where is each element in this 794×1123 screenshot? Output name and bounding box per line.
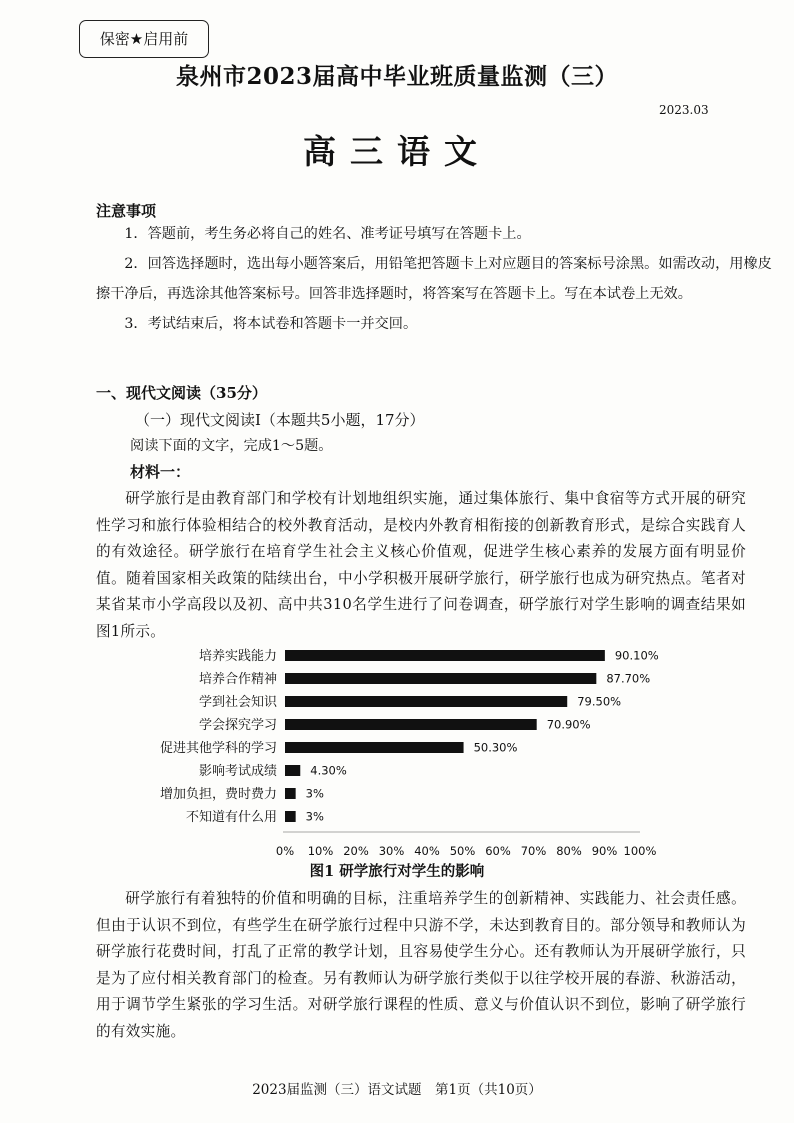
bar: [285, 719, 537, 730]
confidential-stamp: 保密★启用前: [79, 20, 209, 58]
bar: [285, 696, 567, 707]
data-label: 4.30%: [310, 763, 347, 778]
figure-caption: 图1 研学旅行对学生的影响: [309, 863, 485, 880]
bar: [285, 650, 605, 661]
x-tick-label: 100%: [623, 844, 657, 858]
bar: [285, 673, 596, 684]
x-tick-label: 40%: [414, 844, 440, 858]
bar: [285, 788, 296, 799]
notice-item-2: 2．回答选择题时，选出每小题答案后，用铅笔把答题卡上对应题目的答案标号涂黑。如需改动，用橡皮擦干净后，再选涂其他答案标号。回答非选择题时，将答案写在答题卡上。写在本试卷上无效。: [96, 256, 772, 302]
bar: [285, 765, 300, 776]
data-label: 50.30%: [473, 740, 518, 755]
notice-item-1: 1．答题前，考生务必将自己的姓名、准考证号填写在答题卡上。: [124, 226, 531, 242]
x-tick-label: 90%: [591, 844, 618, 858]
material-label: 材料一：: [130, 463, 191, 481]
data-label: 70.90%: [546, 717, 591, 732]
x-tick-label: 50%: [449, 844, 476, 858]
x-tick-label: 20%: [343, 844, 369, 858]
category-label: 学到社会知识: [198, 695, 277, 710]
category-label: 增加负担，费时费力: [159, 787, 277, 802]
data-label: 79.50%: [577, 694, 622, 709]
category-label: 学会探究学习: [198, 718, 277, 733]
x-tick-label: 0%: [275, 844, 295, 858]
notice-list: [96, 219, 778, 339]
bar: [285, 811, 296, 822]
section-title: 一、现代文阅读（35分）: [96, 384, 267, 402]
x-tick-label: 30%: [378, 844, 405, 858]
survey-bar-chart: [150, 640, 670, 858]
data-label: 90.10%: [614, 648, 659, 663]
notice-item-3: 3．考试结束后，将本试卷和答题卡一并交回。: [124, 316, 418, 332]
category-label: 培养实践能力: [198, 649, 277, 664]
x-tick-label: 70%: [520, 844, 547, 858]
data-label: 3%: [305, 809, 324, 824]
x-tick-label: 60%: [485, 844, 511, 858]
notice-heading: 注意事项: [96, 202, 157, 220]
x-tick-label: 80%: [556, 844, 582, 858]
category-label: 不知道有什么用: [185, 810, 277, 825]
category-label: 促进其他学科的学习: [159, 741, 277, 756]
material-paragraph-1: 研学旅行是由教育部门和学校有计划地组织实施，通过集体旅行、集中食宿等方式开展的研究性学习和旅行体验相结合的校外教育活动，是校内外教育相衔接的创新教育形式，是综合实践育人的有效途径。研学旅行在培育学生社会主义核心价值观，促进学生核心素养的发展方面有明显价值。随着国家相关政策的陆续出台，中小学积极开展研学旅行，研学旅行也成为研究热点。笔者对某省某市小学高段以及初、高中共310名学生进行了问卷调查，研学旅行对学生影响的调查结果如图1所示。: [96, 490, 746, 640]
material-paragraph-2: 研学旅行有着独特的价值和明确的目标，注重培养学生的创新精神、实践能力、社会责任感。但由于认识不到位，有些学生在研学旅行过程中只游不学，未达到教育目的。部分领导和教师认为研学旅行花费时间，打乱了正常的教学计划，且容易使学生分心。还有教师认为开展研学旅行，只是为了应付相关教育部门的检查。另有教师认为研学旅行类似于以往学校开展的春游、秋游活动，用于调节学生紧张的学习生活。对研学旅行课程的性质、意义与价值认识不到位，影响了研学旅行的有效实施。: [96, 890, 746, 1040]
subject-title: 高三语文: [303, 132, 491, 171]
subsection-title: （一）现代文阅读Ⅰ（本题共5小题，17分）: [135, 411, 425, 429]
page-footer: 2023届监测（三）语文试题 第1页（共10页）: [252, 1082, 542, 1098]
exam-title: 泉州市2023届高中毕业班质量监测（三）: [175, 63, 618, 90]
exam-date: 2023.03: [659, 103, 709, 117]
category-label: 影响考试成绩: [198, 764, 277, 779]
x-tick-label: 10%: [307, 844, 334, 858]
reading-instruction: 阅读下面的文字，完成1～5题。: [130, 438, 333, 454]
data-label: 3%: [305, 786, 324, 801]
category-label: 培养合作精神: [198, 672, 277, 687]
bar: [285, 742, 464, 753]
data-label: 87.70%: [606, 671, 651, 686]
